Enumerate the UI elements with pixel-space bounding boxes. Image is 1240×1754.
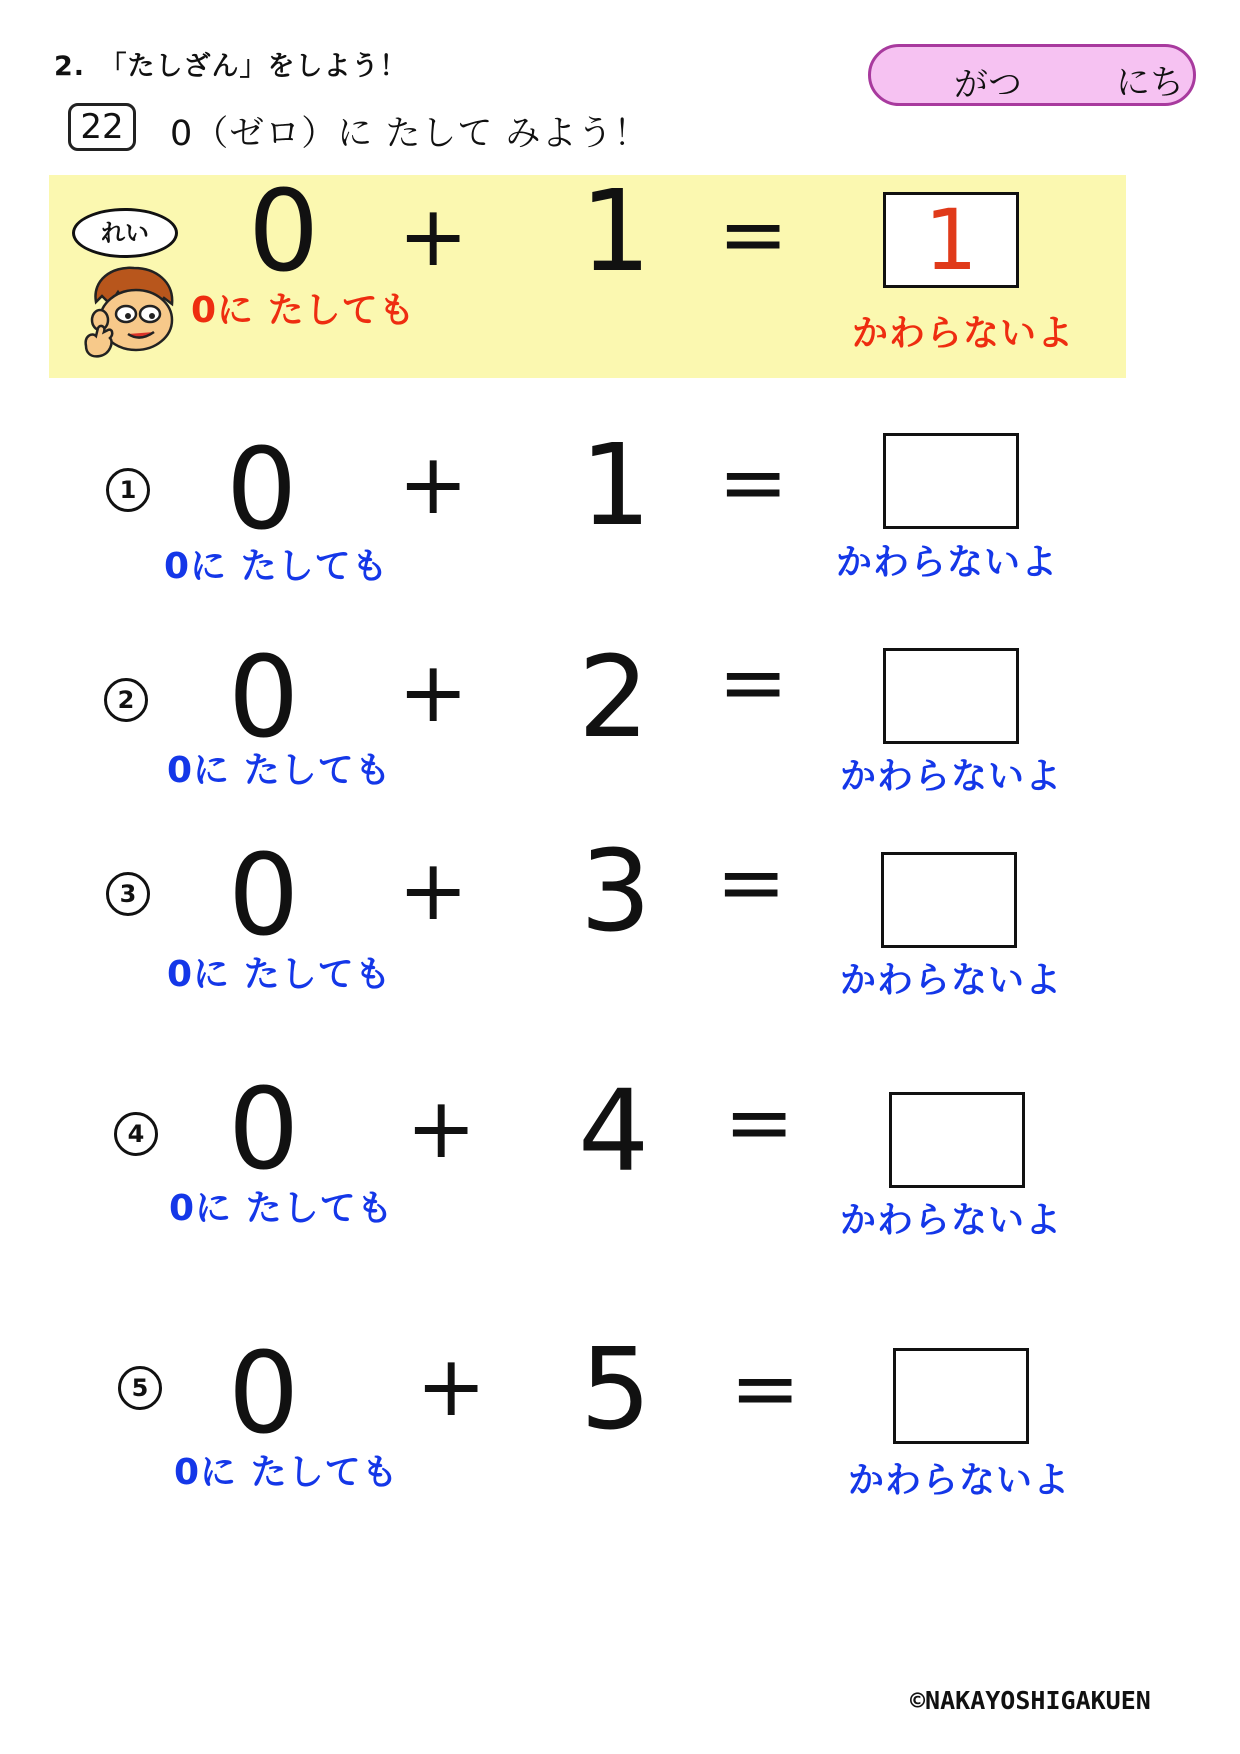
problem-5-marker: 5 — [118, 1366, 162, 1410]
problem-5-addend-b: 5 — [580, 1325, 652, 1455]
problem-1-marker: 1 — [106, 468, 150, 512]
problem-1-addend-b: 1 — [580, 421, 652, 551]
problem-3-equals-sign: = — [716, 833, 787, 931]
problem-5-hint-left: 0に たしても — [174, 1452, 399, 1493]
problem-4-hint-right: かわらないよ — [840, 1200, 1063, 1241]
lesson-title: 0（ゼロ）に たして みよう！ — [170, 114, 650, 154]
example-equals-sign: = — [718, 185, 789, 283]
example-plus-sign: + — [398, 187, 469, 285]
problem-4-addend-b: 4 — [578, 1067, 650, 1197]
problem-3-addend-b: 3 — [580, 827, 652, 957]
problem-1-hint-left: 0に たしても — [164, 546, 389, 587]
problem-2-equals-sign: = — [718, 633, 789, 731]
problem-2-marker: 2 — [104, 678, 148, 722]
problem-3-answer-box[interactable] — [881, 852, 1017, 948]
problem-3-plus-sign: + — [398, 841, 469, 939]
date-month-label: がつ — [954, 65, 1022, 105]
problem-2-answer-box[interactable] — [883, 648, 1019, 744]
problem-1-equals-sign: = — [718, 433, 789, 531]
lesson-number-badge: 22 — [68, 103, 136, 151]
problem-3-marker: 3 — [106, 872, 150, 916]
example-answer-box — [883, 192, 1019, 288]
problem-4-marker: 4 — [114, 1112, 158, 1156]
problem-2-hint-right: かわらないよ — [840, 756, 1063, 797]
example-hint-right: かわらないよ — [852, 313, 1075, 354]
problem-2-plus-sign: + — [398, 643, 469, 741]
problem-5-addend-a: 0 — [228, 1329, 300, 1459]
date-day-label: にち — [1116, 63, 1184, 103]
copyright-notice: ©NAKAYOSHIGAKUEN — [910, 1686, 1151, 1715]
problem-4-plus-sign: + — [406, 1079, 477, 1177]
example-hint-left: 0に たしても — [191, 290, 416, 331]
problem-4-hint-left: 0に たしても — [169, 1188, 394, 1229]
problem-1-hint-right: かわらないよ — [836, 542, 1059, 583]
example-answer: 1 — [924, 191, 978, 289]
problem-5-hint-right: かわらないよ — [848, 1460, 1071, 1501]
problem-1-addend-a: 0 — [226, 425, 298, 555]
problem-3-hint-right: かわらないよ — [840, 960, 1063, 1001]
example-label: れい — [72, 208, 178, 258]
problem-3-hint-left: 0に たしても — [167, 954, 392, 995]
problem-4-addend-a: 0 — [228, 1065, 300, 1195]
problem-5-answer-box[interactable] — [893, 1348, 1029, 1444]
problem-4-answer-box[interactable] — [889, 1092, 1025, 1188]
problem-3-addend-a: 0 — [228, 831, 300, 961]
boy-face-icon — [82, 262, 182, 362]
problem-5-equals-sign: = — [730, 1339, 801, 1437]
problem-2-addend-a: 0 — [228, 633, 300, 763]
example-addend-a: 0 — [248, 167, 320, 297]
problem-2-hint-left: 0に たしても — [167, 750, 392, 791]
problem-2-addend-b: 2 — [578, 633, 650, 763]
example-addend-b: 1 — [580, 167, 652, 297]
problem-1-plus-sign: + — [398, 435, 469, 533]
date-field[interactable] — [868, 44, 1196, 106]
problem-1-answer-box[interactable] — [883, 433, 1019, 529]
problem-4-equals-sign: = — [724, 1073, 795, 1171]
problem-5-plus-sign: + — [416, 1337, 487, 1435]
section-title: 2. 「たしざん」をしよう！ — [54, 51, 408, 82]
